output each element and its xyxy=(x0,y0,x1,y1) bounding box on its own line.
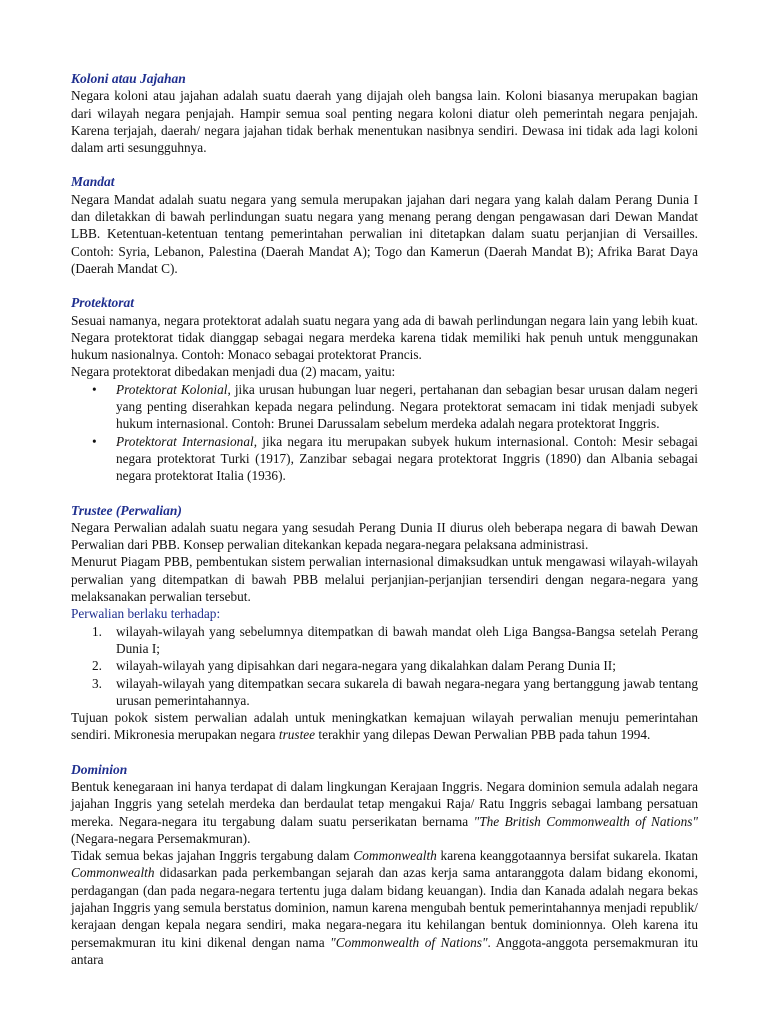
list-item xyxy=(116,381,698,433)
term: Protektorat Kolonial xyxy=(116,381,228,397)
section-dominion xyxy=(71,761,698,969)
text-run: (Negara-negara Persemakmuran). xyxy=(71,830,251,846)
text-run: karena keanggotaannya bersifat sukarela. Ikatan xyxy=(436,848,698,864)
heading-mandat: Mandat xyxy=(71,174,115,190)
document-page xyxy=(71,70,698,985)
heading-koloni: Koloni atau Jajahan xyxy=(71,71,186,86)
list-item-text: wilayah-wilayah yang sebelumnya ditempatkan di bawah mandat oleh Liga Bangsa-Bangsa setelah Perang Dunia I; xyxy=(116,623,698,656)
paragraph xyxy=(71,847,698,968)
list-number: 1. xyxy=(92,623,102,639)
term: "Commonwealth of Nations" xyxy=(330,934,488,950)
section-koloni xyxy=(71,70,698,156)
paragraph xyxy=(71,778,698,847)
paragraph xyxy=(71,709,698,744)
list-item-text: , jika urusan hubungan luar negeri, pertahanan dan sebagian besar urusan dalam negeri yang penting diserahkan kepada negara pelindung. Negara protektorat semacam ini tidak menjadi subyek hukum internasional. Contoh: Brunei Darussalam sebelum merdeka adalah negara protektorat Inggris. xyxy=(116,381,698,432)
paragraph: Sesuai namanya, negara protektorat adalah suatu negara yang ada di bawah perlindungan negara lain yang lebih kuat. Negara protektorat tidak dianggap sebagai negara merdeka karena tidak memiliki hak penuh untuk menggunakan hukum nasionalnya. Contoh: Monaco sebagai protektorat Prancis. xyxy=(71,312,698,363)
text-run: . Anggota-anggota persemakmuran itu antara xyxy=(71,934,698,967)
paragraph: Menurut Piagam PBB, pembentukan sistem perwalian internasional dimaksudkan untuk mengawasi wilayah-wilayah perwalian yang ditempatkan di bawah PBB melalui perjanjian-perjanjian tersendiri dengan negara-negara yang melaksanakan perwalian tersebut. xyxy=(71,554,698,605)
list-item xyxy=(92,623,698,658)
heading-protektorat: Protektorat xyxy=(71,295,134,311)
list-item xyxy=(92,675,698,710)
term: Protektorat Internasional xyxy=(116,433,254,449)
text-run: Bentuk kenegaraan ini hanya terdapat di dalam lingkungan Kerajaan Inggris. Negara dominion semula adalah negara jajahan Inggris yang setelah merdeka dan berdaulat tetap mengakui Raja/ Ratu Inggris sebagai lambang persatuan mereka. Negara-negara itu tergabung dalam suatu perserikatan bernama xyxy=(71,778,698,829)
section-protektorat xyxy=(71,294,698,484)
term: trustee xyxy=(278,727,316,743)
heading-trustee: Trustee (Perwalian) xyxy=(71,502,182,518)
paragraph: Negara koloni atau jajahan adalah suatu daerah yang dijajah oleh bangsa lain. Koloni biasanya merupakan bagian dari wilayah negara penjajah. Hampir semua soal penting negara koloni diatur oleh pemerintah negara penjajah. Karena terjajah, daerah/ negara jajahan tidak berhak menentukan nasibnya sendiri. Dewasa ini tidak ada lagi koloni dalam arti sesungguhnya. xyxy=(71,88,698,156)
text-run: didasarkan pada perkembangan sejarah dan azas kerja sama antaranggota dalam bidang ekonomi, perdagangan (dan pada negara-negara tertentu juga dalam bidang keuangan). India dan Kanada adalah negara bekas jajahan Inggris yang semula berstatus dominion, namun karena mengubah bentuk pemerintahannya menjadi republik/ kerajaan dengan kepala negara sendiri, maka negara-negara itu kehilangan bentuk dominionnya. Oleh karena itu persemakmuran itu kini dikenal dengan nama xyxy=(71,865,698,950)
section-trustee xyxy=(71,502,698,744)
term: Commonwealth xyxy=(71,865,155,881)
list-number: 2. xyxy=(92,658,102,674)
list-item-text: wilayah-wilayah yang dipisahkan dari negara-negara yang dikalahkan dalam Perang Dunia II; xyxy=(116,658,616,674)
text-run: terakhir yang dilepas Dewan Perwalian PBB pada tahun 1994. xyxy=(315,727,651,743)
list-item-text: wilayah-wilayah yang ditempatkan secara sukarela di bawah negara-negara yang bertanggung jawab tentang urusan pemerintahannya. xyxy=(116,675,698,708)
list-item xyxy=(116,433,698,485)
text-run: Tujuan pokok sistem perwalian adalah untuk meningkatkan kemajuan wilayah perwalian menuju pemerintahan sendiri. Mikronesia merupakan negara xyxy=(71,710,698,743)
list-heading: Perwalian berlaku terhadap: xyxy=(71,606,221,622)
section-mandat xyxy=(71,173,698,277)
paragraph: Negara protektorat dibedakan menjadi dua (2) macam, yaitu: xyxy=(71,364,396,380)
list-item-text: , jika negara itu merupakan subyek hukum internasional. Contoh: Mesir sebagai negara protektorat Turki (1917), Zanzibar sebagai negara protektorat Inggris (1890) dan Albania sebagai negara protektorat Italia (1936). xyxy=(116,433,698,484)
term: "The British Commonwealth of Nations" xyxy=(473,813,698,829)
list-number: 3. xyxy=(92,675,102,691)
paragraph: Negara Perwalian adalah suatu negara yang sesudah Perang Dunia II diurus oleh beberapa negara di bawah Dewan Perwalian dari PBB. Konsep perwalian ditekankan kepada negara-negara pelaksana administrasi. xyxy=(71,519,698,553)
bullet-list xyxy=(71,381,698,485)
text-run: Tidak semua bekas jajahan Inggris tergabung dalam xyxy=(71,848,354,864)
numbered-list xyxy=(71,623,698,709)
paragraph: Negara Mandat adalah suatu negara yang semula merupakan jajahan dari negara yang kalah dalam Perang Dunia I dan diletakkan di bawah perlindungan suatu negara yang menang perang dengan pengawasan dari Dewan Mandat LBB. Ketentuan-ketentuan tentang pemerintahan perwalian ini ditetapkan dalam suatu perjanjian di Versailles. Contoh: Syria, Lebanon, Palestina (Daerah Mandat A); Togo dan Kamerun (Daerah Mandat B); Afrika Barat Daya (Daerah Mandat C). xyxy=(71,191,698,276)
term: Commonwealth xyxy=(353,848,437,864)
heading-dominion: Dominion xyxy=(71,761,128,777)
list-item xyxy=(92,657,698,674)
